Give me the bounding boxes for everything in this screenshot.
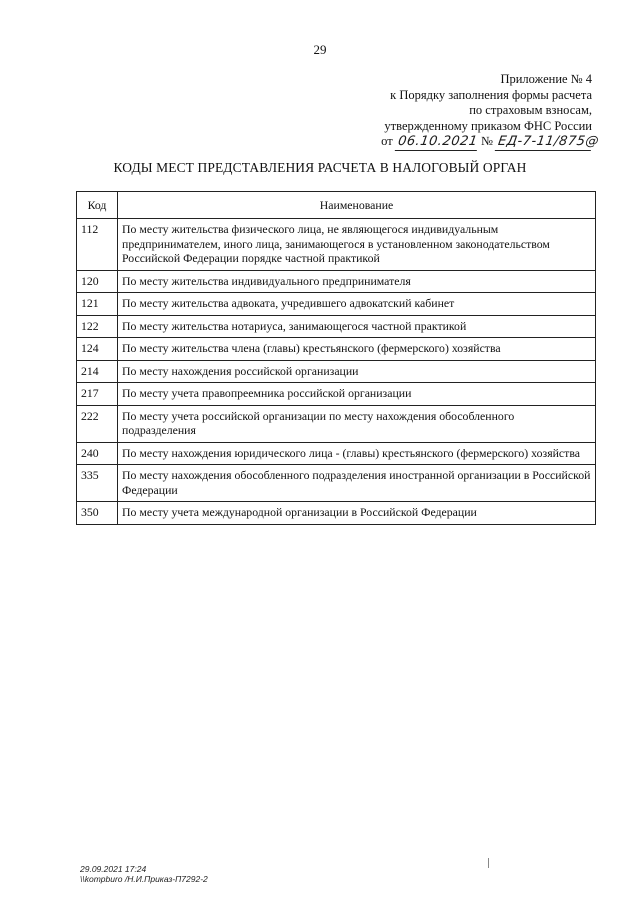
- order-number: ЕД-7-11/875@: [495, 134, 593, 151]
- table-row: [77, 405, 596, 442]
- row-code: 214: [77, 360, 118, 383]
- table-row: [77, 502, 596, 525]
- row-code: 335: [77, 465, 118, 502]
- table-row: [77, 383, 596, 406]
- row-name: По месту жительства нотариуса, занимающегося частной практикой: [118, 315, 596, 338]
- footer-timestamp: 29.09.2021 17:24: [80, 864, 147, 874]
- number-prefix: №: [480, 134, 493, 148]
- row-name: По месту нахождения российской организации: [118, 360, 596, 383]
- row-name: По месту учета российской организации по месту нахождения обособленного подразделения: [118, 405, 596, 442]
- table-row: [77, 219, 596, 271]
- row-name: По месту жительства адвоката, учредившего адвокатский кабинет: [118, 293, 596, 316]
- row-name: По месту жительства физического лица, не являющегося индивидуальным предпринимателем, иного лица, занимающегося в установленном законодательством Российской Федерации порядке частной практикой: [118, 219, 596, 271]
- date-prefix: от: [381, 134, 393, 148]
- page-number: 29: [313, 42, 327, 57]
- order-date: 06.10.2021: [395, 134, 479, 151]
- table-row: [77, 338, 596, 361]
- row-name: По месту нахождения обособленного подразделения иностранной организации в Российской Федерации: [118, 465, 596, 502]
- table-row: [77, 270, 596, 293]
- row-code: 222: [77, 405, 118, 442]
- table-header-row: [77, 192, 596, 219]
- document-title: КОДЫ МЕСТ ПРЕДСТАВЛЕНИЯ РАСЧЕТА В НАЛОГОВЫЙ ОРГАН: [113, 160, 527, 175]
- footer-path: \\kompburo /Н.И.Приказ-П7292-2: [80, 874, 208, 884]
- order-date-number: [381, 134, 600, 151]
- row-code: 122: [77, 315, 118, 338]
- appendix-line-4: утвержденному приказом ФНС России: [384, 118, 592, 133]
- row-code: 112: [77, 219, 118, 271]
- table-row: [77, 360, 596, 383]
- row-code: 121: [77, 293, 118, 316]
- row-code: 124: [77, 338, 118, 361]
- row-code: 217: [77, 383, 118, 406]
- print-footer: [80, 864, 208, 884]
- row-code: 240: [77, 442, 118, 465]
- row-name: По месту учета правопреемника российской организации: [118, 383, 596, 406]
- row-name: По месту жительства члена (главы) крестьянского (фермерского) хозяйства: [118, 338, 596, 361]
- row-name: По месту нахождения юридического лица - (главы) крестьянского (фермерского) хозяйства: [118, 442, 596, 465]
- appendix-line-1: Приложение № 4: [500, 72, 592, 86]
- table-row: [77, 293, 596, 316]
- scan-mark: [488, 858, 489, 868]
- row-name: По месту учета международной организации в Российской Федерации: [118, 502, 596, 525]
- table-row: [77, 465, 596, 502]
- row-code: 120: [77, 270, 118, 293]
- row-code: 350: [77, 502, 118, 525]
- header-name: Наименование: [118, 192, 596, 219]
- appendix-header: [381, 72, 600, 151]
- table-row: [77, 315, 596, 338]
- codes-table: [76, 191, 596, 525]
- appendix-line-3: по страховым взносам,: [469, 103, 592, 117]
- table-row: [77, 442, 596, 465]
- appendix-line-2: к Порядку заполнения формы расчета: [390, 87, 592, 102]
- header-code: Код: [77, 192, 118, 219]
- row-name: По месту жительства индивидуального предпринимателя: [118, 270, 596, 293]
